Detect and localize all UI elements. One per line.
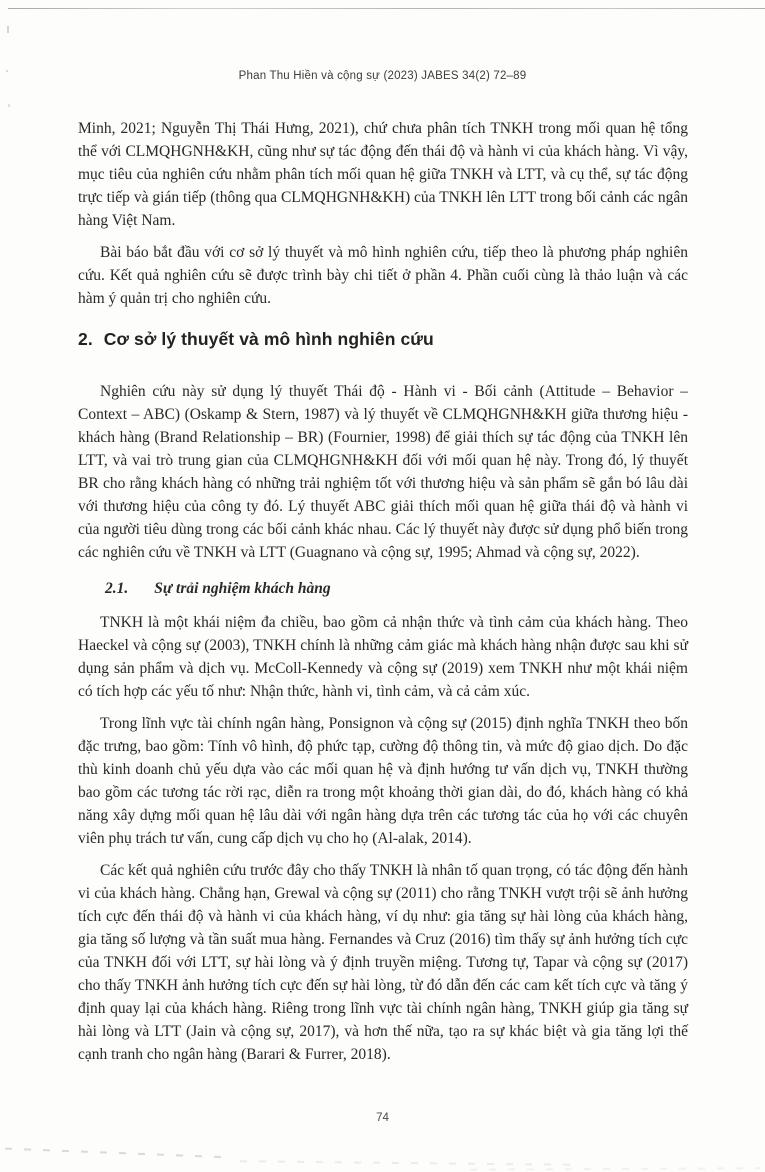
scan-artifact-top-line [8,8,765,9]
subsection-number: 2.1. [105,580,129,597]
page-number: 74 [376,1112,389,1124]
paragraph-prior-findings: Các kết quả nghiên cứu trước đây cho thấy TNKH là nhân tố quan trọng, có tác động đến hành vi của khách hàng. Chẳng hạn, Grewal và cộng sự (2011) cho rằng TNKH vượt trội sẽ ảnh hưởng tích cực đến thái độ và hành vi của khách hàng, ví dụ như: gia tăng sự hài lòng của khách hàng, gia tăng số lượng và tần suất mua hàng. Fernandes và Cruz (2016) tìm thấy sự ảnh hưởng tích cực của TNKH đối với LTT, sự hài lòng và ý định truyền miệng. Tương tự, Tapar và cộng sự (2017) cho thấy TNKH ảnh hưởng tích cực đến sự hài lòng, từ đó dẫn đến các cam kết tích cực và tăng ý định quay lại của khách hàng. Riêng trong lĩnh vực tài chính ngân hàng, TNKH giúp gia tăng sự hài lòng và LTT (Jain và cộng sự, 2017), và hơn thế nữa, tạo ra sự khác biệt và gia tăng lợi thế cạnh tranh cho ngân hàng (Barari & Furrer, 2018). [78,862,688,1063]
paragraph-banking: Trong lĩnh vực tài chính ngân hàng, Ponsignon và cộng sự (2015) định nghĩa TNKH theo bốn đặc trưng, bao gồm: Tính vô hình, độ phức tạp, cường độ thông tin, và mức độ giao dịch. Do đặc thù kinh doanh chủ yếu dựa vào các mối quan hệ và định hướng tư vấn dịch vụ, TNKH thường bao gồm các tương tác rời rạc, diễn ra trong một khoảng thời gian dài, do đó, khách hàng có khả năng xây dựng mối quan hệ lâu dài với ngân hàng dựa trên các tương tác của họ với các chuyên viên phụ trách tư vấn, cung cấp dịch vụ cho họ (Al-alak, 2014). [78,715,688,847]
paragraph-outline: Bài báo bắt đầu với cơ sở lý thuyết và mô hình nghiên cứu, tiếp theo là phương pháp nghiên cứu. Kết quả nghiên cứu sẽ được trình bày chi tiết ở phần 4. Phần cuối cùng là thảo luận và các hàm ý quản trị cho nghiên cứu. [78,244,688,307]
scan-artifact-speckles [5,1148,230,1159]
paragraph-theory: Nghiên cứu này sử dụng lý thuyết Thái độ - Hành vi - Bối cảnh (Attitude – Behavior – Context – ABC) (Oskamp & Stern, 1987) và lý thuyết về CLMQHGNH&KH giữa thương hiệu - khách hàng (Brand Relationship – BR) (Fournier, 1998) để giải thích sự tác động của TNKH lên LTT, và vai trò trung gian của CLMQHGNH&KH đối với mối quan hệ này. Trong đó, lý thuyết BR cho rằng khách hàng có những trải nghiệm tốt với thương hiệu và sản phẩm sẽ gắn bó lâu dài với thương hiệu của công ty đó. Lý thuyết ABC giải thích mối quan hệ giữa thái độ và hành vi của người tiêu dùng trong các bối cảnh khác nhau. Các lý thuyết này được sử dụng phổ biến trong các nghiên cứu về TNKH và LTT (Guagnano và cộng sự, 1995; Ahmad và cộng sự, 2022). [78,383,688,561]
paragraph-definition: TNKH là một khái niệm đa chiều, bao gồm cả nhận thức và tình cảm của khách hàng. Theo Haeckel và cộng sự (2003), TNKH chính là những cảm giác mà khách hàng nhận được sau khi sử dụng sản phẩm và dịch vụ. McColl-Kennedy và cộng sự (2019) xem TNKH như một khái niệm có tích hợp các yếu tố như: Nhận thức, hành vi, tình cảm, và cả cảm xúc. [78,614,688,700]
paragraph-continuation: Minh, 2021; Nguyễn Thị Thái Hưng, 2021), chứ chưa phân tích TNKH trong mối quan hệ tổng thể với CLMQHGNH&KH, cũng như sự tác động đến thái độ và hành vi của khách hàng. Vì vậy, mục tiêu của nghiên cứu nhằm phân tích mối quan hệ giữa TNKH và LTT, và cụ thể, sự tác động trực tiếp và gián tiếp (thông qua CLMQHGNH&KH) của TNKH lên LTT trong bối cảnh các ngân hàng Việt Nam. [78,120,688,229]
running-header: Phan Thu Hiền và cộng sự (2023) JABES 34(2) 72–89 [238,70,527,82]
section-title: Cơ sở lý thuyết và mô hình nghiên cứu [103,329,434,349]
subsection-title: Sự trải nghiệm khách hàng [154,580,331,597]
section-heading-2 [78,329,688,350]
scan-artifact-speckles [240,1160,570,1165]
scan-artifact-tick [8,104,10,107]
scan-artifact-speckles [470,1167,760,1171]
subsection-heading-2-1 [78,580,688,598]
scan-artifact-tick [7,26,9,33]
page-body [78,117,688,1075]
section-number: 2. [78,329,93,349]
